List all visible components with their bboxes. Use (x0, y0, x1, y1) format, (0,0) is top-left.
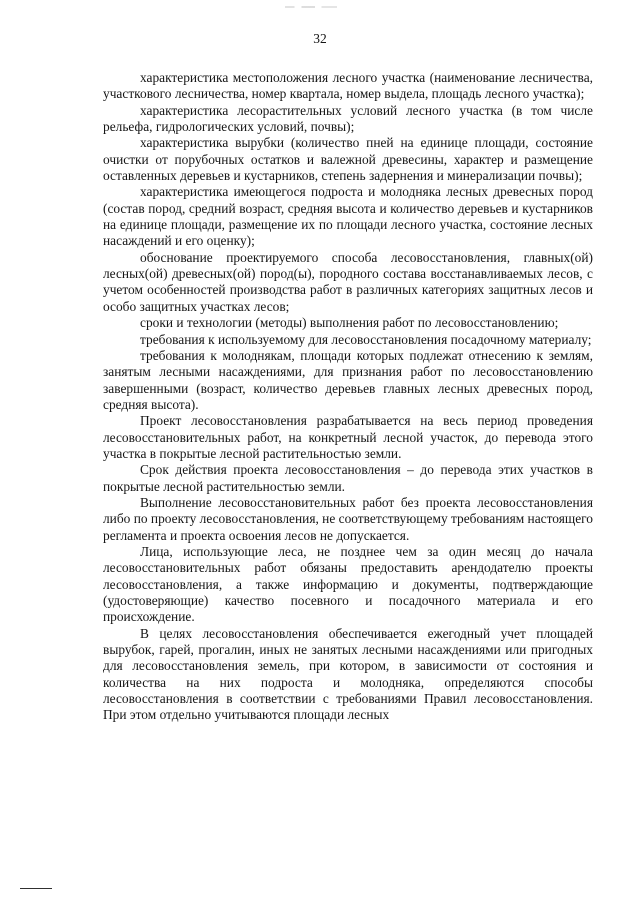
paragraph-work-without-project: Выполнение лесовосстановительных работ без проекта лесовосстановления либо по проекту лесовосстановления, не соответствующему требованиям настоящего регламента и проекта освоения лесов не допускается. (103, 494, 593, 543)
paragraph-method-justification: обоснование проектируемого способа лесовосстановления, главных(ой) лесных(ой) древесных(ой) пород(ы), породного состава восстанавливаемых лесов, с учетом особенностей производства работ в различных категориях защитных лесов и особо защитных участках лесов; (103, 249, 593, 314)
footer-rule (20, 888, 52, 889)
paragraph-cutting-characteristic: характеристика вырубки (количество пней на единице площади, состояние очистки от порубочных остатков и валежной древесины, характер и размещение оставленных деревьев и кустарников, степень задернения и минерализации почвы); (103, 135, 593, 184)
paragraph-project-development: Проект лесовосстановления разрабатывается на весь период проведения лесовосстановительных работ, на конкретный лесной участок, до перевода этого участка в покрытые лесной растительностью земли. (103, 413, 593, 461)
document-body (103, 70, 593, 724)
paragraph-terms-technologies: сроки и технологии (методы) выполнения работ по лесовосстановлению; (140, 315, 559, 331)
scan-artifact (285, 6, 337, 8)
paragraph-undergrowth-characteristic: характеристика имеющегося подроста и молодняка лесных древесных пород (состав пород, средний возраст, средняя высота и количество деревьев и кустарников на единице площади, размещение их по площади лесного участка, состояние лесных насаждений и его оценку); (103, 184, 593, 249)
paragraph-forest-conditions: характеристика лесорастительных условий лесного участка (в том числе рельефа, гидрологических условий, почвы); (103, 102, 593, 135)
paragraph-planting-material: требования к используемому для лесовосстановления посадочному материалу; (140, 331, 592, 347)
paragraph-annual-accounting: В целях лесовосстановления обеспечивается ежегодный учет площадей вырубок, гарей, прогалин, иных не занятых лесными насаждениями или пригодных для лесовосстановления земель, при котором, в зависимости от состояния и количества на них подроста и молодняка, определяются способы лесовосстановления в соответствии с требованиями Правил лесовосстановления. При этом отдельно учитываются площади лесных (103, 625, 593, 723)
paragraph-location-characteristic: характеристика местоположения лесного участка (наименование лесничества, участкового лесничества, номер квартала, номер выдела, площадь лесного участка); (103, 70, 593, 102)
paragraph-young-stands: требования к молоднякам, площади которых подлежат отнесению к землям, занятым лесными насаждениями, для признания работ по лесовосстановлению завершенными (возраст, количество деревьев главных лесных древесных пород, средняя высота). (103, 347, 593, 412)
paragraph-project-submission: Лица, использующие леса, не позднее чем за один месяц до начала лесовосстановительных работ обязаны предоставить арендодателю проекты лесовосстановления, а также информацию и документы, подтверждающие (удостоверяющие) качество посевного и посадочного материала и его происхождение. (103, 543, 593, 625)
page-number: 32 (313, 31, 327, 46)
paragraph-project-term: Срок действия проекта лесовосстановления – до перевода этих участков в покрытые лесной растительностью земли. (103, 462, 593, 494)
